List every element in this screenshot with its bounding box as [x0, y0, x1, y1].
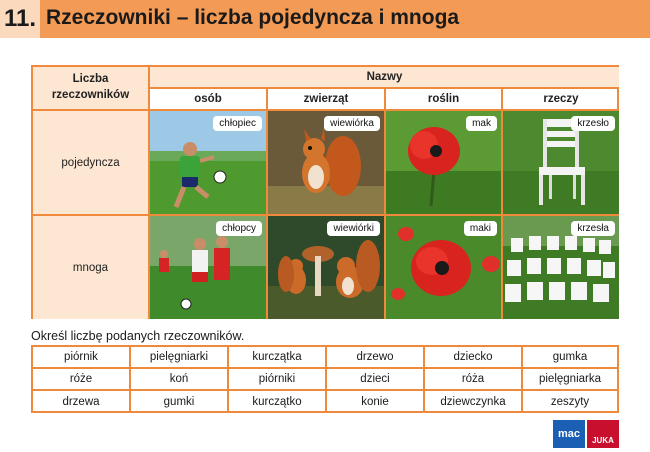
photo-chair	[503, 111, 619, 216]
word-cell: róża	[425, 369, 523, 391]
word-cell: pielęgniarki	[131, 347, 229, 369]
word-cell: drzewa	[33, 391, 131, 413]
photo-chairs	[503, 216, 619, 319]
word-cell: gumki	[131, 391, 229, 413]
page-title: Rzeczowniki – liczba pojedyncza i mnoga	[46, 6, 460, 29]
publisher-logos	[553, 420, 619, 448]
word-cell: kurczątka	[229, 347, 327, 369]
photo-tag: wiewiórka	[324, 116, 380, 131]
row-header-label: Liczba rzeczowników	[51, 73, 130, 101]
photo-tag: wiewiórki	[327, 221, 380, 236]
words-table	[31, 345, 619, 413]
nouns-table	[31, 65, 619, 319]
word-cell: piórniki	[229, 369, 327, 391]
col-header-label: zwierząt	[303, 93, 349, 105]
word-cell: zeszyty	[550, 396, 590, 408]
word-cell: koń	[131, 369, 229, 391]
exercise-number-box	[0, 0, 40, 38]
photo-poppy	[386, 111, 503, 216]
photo-squirrel	[268, 111, 386, 216]
photo-tag: maki	[464, 221, 497, 236]
word-cell: gumka	[523, 347, 617, 369]
row-label-singular	[33, 111, 150, 216]
col-header-label: osób	[194, 93, 222, 105]
instruction-text: Określ liczbę podanych rzeczowników.	[31, 329, 245, 343]
word-cell: pielęgniarka	[523, 369, 617, 391]
col-header-plants	[386, 89, 503, 111]
word-cell: piórnik	[33, 347, 131, 369]
photo-tag: chłopiec	[213, 116, 262, 131]
photo-tag: mak	[466, 116, 497, 131]
header-bar	[0, 0, 650, 38]
mac-logo: mac	[553, 420, 585, 448]
photo-boys	[150, 216, 268, 319]
photo-poppies	[386, 216, 503, 319]
col-header-label: roślin	[427, 93, 460, 105]
word-cell: dziewczynka	[425, 391, 523, 413]
word-cell: dziecko	[425, 347, 523, 369]
row-header-cell	[33, 67, 150, 111]
juka-logo: JUKA	[587, 420, 619, 448]
col-header-label: rzeczy	[543, 93, 579, 105]
exercise-number: 11.	[4, 5, 37, 32]
word-cell: róże	[33, 369, 131, 391]
col-header-people	[150, 89, 268, 111]
photo-squirrels	[268, 216, 386, 319]
photo-tag: krzesło	[571, 116, 615, 131]
col-header-things	[503, 89, 619, 111]
row-label: mnoga	[72, 261, 109, 274]
word-cell: drzewo	[327, 347, 425, 369]
col-group-header	[150, 67, 619, 89]
photo-tag: krzesła	[571, 221, 615, 236]
word-cell: dzieci	[327, 369, 425, 391]
word-cell: konie	[327, 391, 425, 413]
row-label: pojedyncza	[61, 156, 120, 169]
word-cell: kurczątko	[229, 391, 327, 413]
photo-tag: chłopcy	[216, 221, 262, 236]
title-box	[40, 0, 650, 38]
col-group-label: Nazwy	[366, 71, 403, 83]
row-label-plural	[33, 216, 150, 319]
photo-boy	[150, 111, 268, 216]
col-header-animals	[268, 89, 386, 111]
